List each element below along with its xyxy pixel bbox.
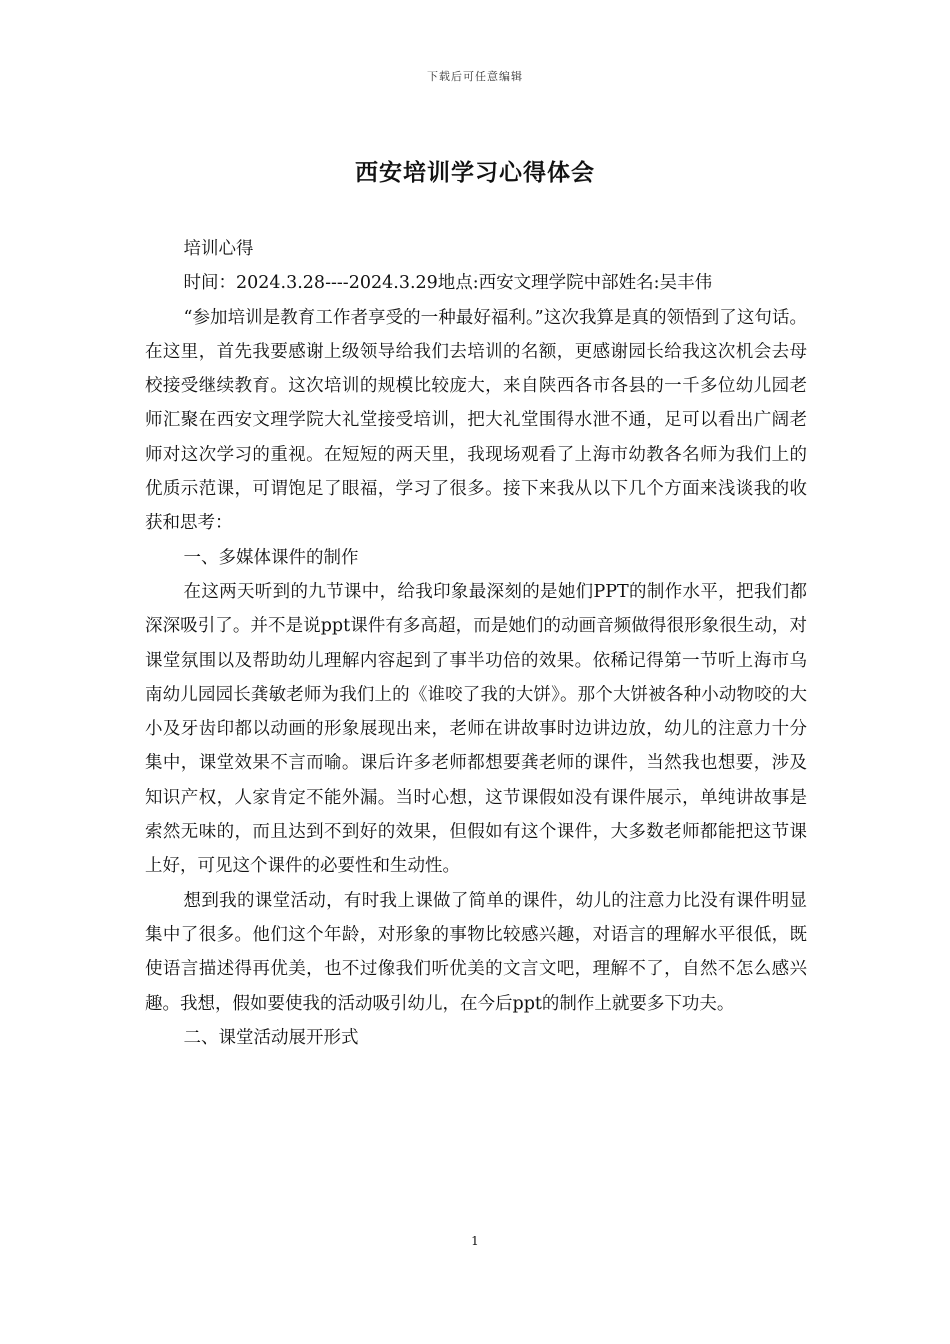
paragraph-meta-info: 时间：2024.3.28----2024.3.29地点:西安文理学院中部姓名:吴丰伟 bbox=[183, 273, 713, 294]
section-heading-multimedia: 一、多媒体课件的制作 bbox=[183, 547, 359, 568]
document-title: 西安培训学习心得体会 bbox=[355, 159, 595, 186]
page-number: 1 bbox=[471, 1234, 479, 1248]
section-heading-activities: 二、课堂活动展开形式 bbox=[183, 1027, 359, 1048]
header-note: 下载后可任意编辑 bbox=[427, 70, 523, 83]
paragraph-training-heading: 培训心得 bbox=[183, 239, 254, 259]
document-body bbox=[145, 232, 807, 1055]
paragraph-intro: “参加培训是教育工作者享受的一种最好福利。”这次我算是真的领悟到了这句话。在这里，首先我要感谢上级领导给我们去培训的名额，更感谢园长给我这次机会去母校接受继续教育。这次培训的规模比较庞大，来自陕西各市各县的一千多位幼儿园老师汇聚在西安文理学院大礼堂接受培训，把大礼堂围得水泄不通，足可以看出广阔老师对这次学习的重视。在短短的两天里，我现场观看了上海市幼教各名师为我们上的优质示范课，可谓饱足了眼福，学习了很多。接下来我从以下几个方面来浅谈我的收获和思考： bbox=[145, 307, 807, 534]
paragraph-multimedia-detail: 在这两天听到的九节课中，给我印象最深刻的是她们PPT的制作水平，把我们都深深吸引了。并不是说ppt课件有多高超，而是她们的动画音频做得很形象很生动，对课堂氛围以及帮助幼儿理解内容起到了事半功倍的效果。依稀记得第一节听上海市乌南幼儿园园长龚敏老师为我们上的《谁咬了我的大饼》。那个大饼被各种小动物咬的大小及牙齿印都以动画的形象展现出来，老师在讲故事时边讲边放，幼儿的注意力十分集中，课堂效果不言而喻。课后许多老师都想要龚老师的课件，当然我也想要，涉及知识产权，人家肯定不能外漏。当时心想，这节课假如没有课件展示，单纯讲故事是索然无味的，而且达到不到好的效果，但假如有这个课件，大多数老师都能把这节课上好，可见这个课件的必要性和生动性。 bbox=[145, 581, 807, 877]
paragraph-reflection: 想到我的课堂活动，有时我上课做了简单的课件，幼儿的注意力比没有课件明显集中了很多。他们这个年龄，对形象的事物比较感兴趣，对语言的理解水平很低，既使语言描述得再优美，也不过像我们听优美的文言文吧，理解不了，自然不怎么感兴趣。我想，假如要使我的活动吸引幼儿，在今后ppt的制作上就要多下功夫。 bbox=[145, 890, 807, 1014]
